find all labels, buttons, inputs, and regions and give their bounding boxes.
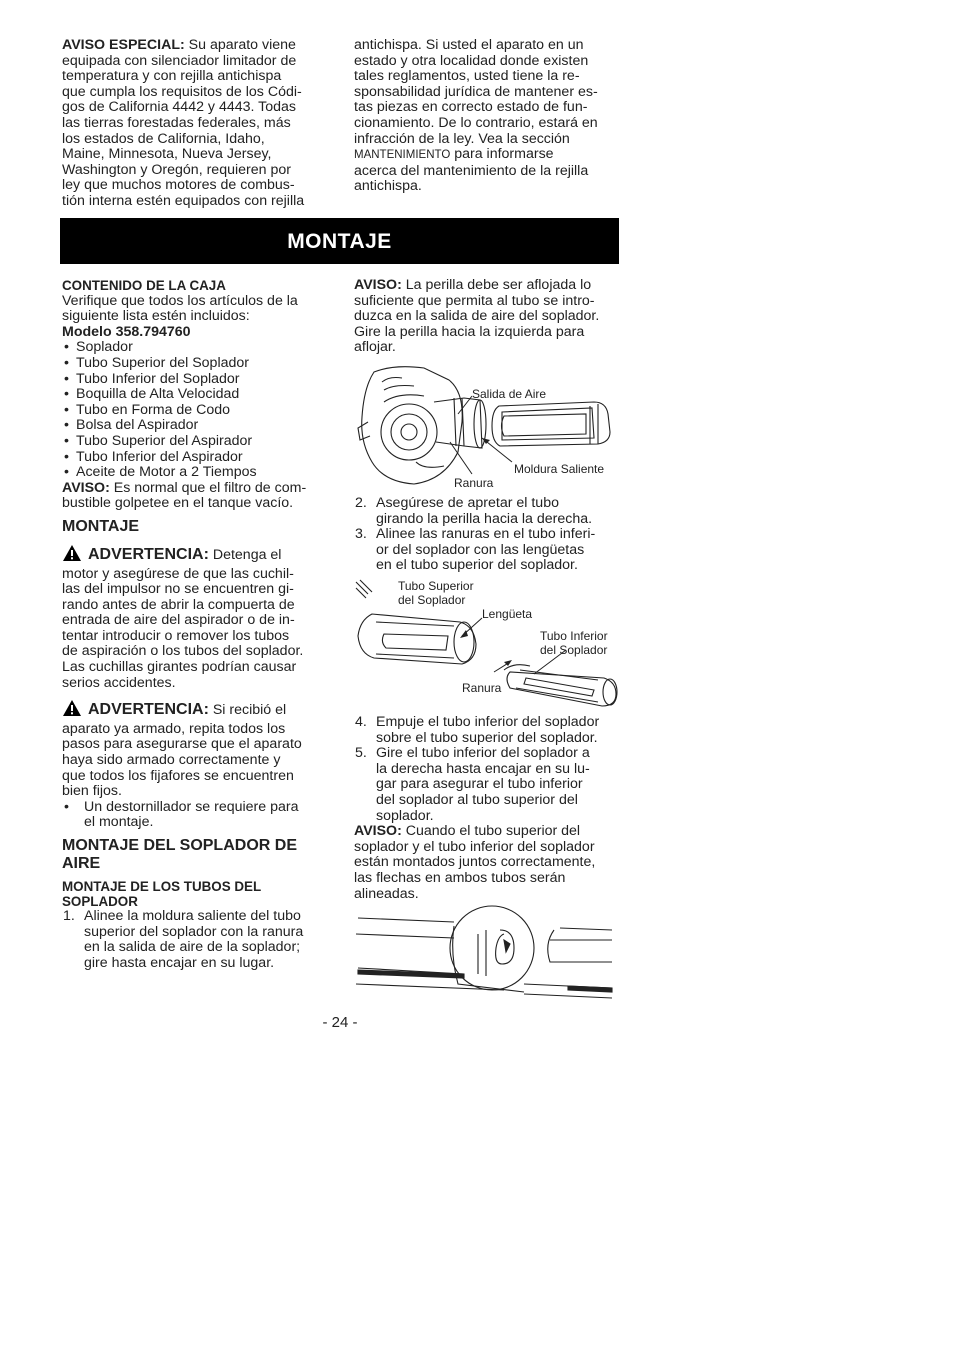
- text-line: estado y otra localidad donde existen: [354, 52, 589, 69]
- notice-label: AVISO:: [62, 479, 110, 496]
- text-line: serios accidentes.: [62, 674, 176, 691]
- blower-outlet-figure: [354, 362, 624, 492]
- list-item: • Boquilla de Alta Velocidad: [62, 387, 334, 403]
- step-number: 2.: [355, 495, 367, 511]
- list-item: • Tubo Superior del Soplador: [62, 356, 334, 372]
- text-line: temperatura y con rejilla antichispa: [62, 68, 282, 85]
- text-line: gar para asegurar el tubo inferior: [376, 776, 583, 793]
- text-line: AIRE: [62, 855, 101, 872]
- text-line: tión interna estén equipados con rejilla: [62, 192, 305, 209]
- list-item: • Tubo Inferior del Soplador: [62, 372, 334, 388]
- text-line: el montaje.: [84, 814, 154, 831]
- text-line: Verifique que todos los artículos de la: [62, 292, 298, 309]
- blower-assembly-heading: [62, 837, 334, 873]
- warning-label: ADVERTENCIA:: [88, 545, 209, 563]
- text-line: La perilla debe ser aflojada lo: [401, 277, 592, 293]
- step-list: [62, 909, 334, 971]
- text-line: infracción de la ley. Vea la sección: [354, 130, 570, 147]
- text-line: antichispa. Si usted el aparato en un: [354, 37, 584, 53]
- list-item: • Bolsa del Aspirador: [62, 418, 334, 434]
- text-line: Alinee la moldura saliente del tubo: [84, 908, 301, 924]
- special-notice-continued: [354, 38, 624, 195]
- list-item: • Aceite de Motor a 2 Tiempos: [62, 465, 334, 481]
- box-contents-heading: CONTENIDO DE LA CAJA: [62, 278, 226, 293]
- arrows-alignment-figure: [354, 904, 624, 1004]
- text-line: ley que muchos motores de combus-: [62, 177, 295, 194]
- warning-label: ADVERTENCIA:: [88, 701, 209, 719]
- text-line: Alinee las ranuras en el tubo inferi-: [376, 526, 596, 543]
- special-notice-label: AVISO ESPECIAL:: [62, 37, 185, 53]
- text-line: SOPLADOR: [62, 894, 138, 909]
- text-line: Su aparato viene: [184, 37, 296, 53]
- text-line: haya sido armado correctamente y: [62, 752, 281, 769]
- text-line: soplador y el tubo inferior del soplador: [354, 838, 595, 855]
- text-line: suficiente que permita al tubo se intro-: [354, 292, 595, 309]
- text-line: tentar introducir o remover los tubos: [62, 627, 290, 644]
- page-number: - 24 -: [322, 1014, 358, 1031]
- text-line: los estados de California, Idaho,: [62, 130, 265, 147]
- section-banner: MONTAJE: [60, 218, 619, 264]
- list-item: • Tubo Superior del Aspirador: [62, 434, 334, 450]
- text-line: Gire la perilla hacia la izquierda para: [354, 323, 585, 340]
- text-line: del soplador al tubo superior del: [376, 791, 578, 808]
- text-line: antichispa.: [354, 178, 422, 195]
- text-line: Empuje el tubo inferior del soplador: [376, 714, 600, 730]
- text-line: Las cuchillas girantes podrían causar: [62, 659, 297, 676]
- text-line: gos de California 4442 y 4443. Todas: [62, 99, 296, 116]
- list-item: • Soplador: [62, 340, 334, 356]
- list-item: • Tubo en Forma de Codo: [62, 403, 334, 419]
- text-line: de aspiración o los tubos del soplador.: [62, 643, 304, 660]
- outlet-label: Salida de Aire: [472, 387, 547, 401]
- list-item: • Tubo Inferior del Aspirador: [62, 450, 334, 466]
- step-4: [354, 715, 624, 746]
- text-line: entrada de aire del aspirador o de in-: [62, 612, 295, 629]
- tool-note: [62, 800, 334, 831]
- text-line: MONTAJE DE LOS TUBOS DEL: [62, 879, 262, 894]
- contents-list: [62, 340, 334, 480]
- text-line: duzca en la salida de aire del soplador.: [354, 308, 600, 325]
- text-line: cionamiento. De lo contrario, estará en: [354, 114, 598, 131]
- text-line: que cumpla los requisitos de los Códi-: [62, 83, 302, 100]
- right-steps-b: [354, 715, 624, 902]
- upper-tube-label-1: Tubo Superior: [398, 579, 474, 593]
- text-line: Maine, Minnesota, Nueva Jersey,: [62, 146, 272, 163]
- text-line: sponsabilidad jurídica de mantener es-: [354, 83, 598, 100]
- text-line: tas piezas en correcto estado de fun-: [354, 99, 588, 116]
- tab-label: Lengüeta: [482, 607, 533, 621]
- text-line: en la salida de aire de la soplador;: [84, 939, 301, 956]
- text-line: Asegúrese de apretar el tubo: [376, 495, 559, 511]
- text-line: Si recibió el: [208, 702, 287, 719]
- step-1: [62, 909, 334, 971]
- section-reference: MANTENIMIENTO: [354, 149, 451, 162]
- text-line: para informarse: [450, 146, 554, 163]
- text-line: que todos los fijafores se encuentren: [62, 767, 294, 784]
- text-line: aparato ya armado, repita todos los: [62, 720, 286, 737]
- warning-icon: [62, 544, 82, 567]
- upper-tube-label-2: del Soplador: [398, 593, 466, 607]
- text-line: or del soplador con las lengüetas: [376, 541, 585, 558]
- left-column: [62, 278, 334, 971]
- tubes-assembly-heading: [62, 879, 334, 909]
- text-line: equipada con silenciador limitador de: [62, 52, 297, 69]
- tube-alignment-figure: [354, 578, 624, 713]
- step-number: 3.: [355, 526, 367, 543]
- step-list: [354, 496, 624, 574]
- notice-label: AVISO:: [354, 277, 402, 293]
- text-line: Detenga el: [208, 546, 282, 563]
- text-line: la derecha hasta encajar en su lu-: [376, 760, 590, 777]
- special-notice: [62, 38, 332, 210]
- lower-tube-label-2: del Soplador: [540, 643, 608, 657]
- text-line: están montados juntos correctamente,: [354, 854, 596, 871]
- slot-label: Ranura: [454, 476, 494, 490]
- text-line: Cuando el tubo superior del: [401, 823, 581, 840]
- text-line: bien fijos.: [62, 783, 122, 800]
- text-line: aflojar.: [354, 339, 396, 356]
- step-number: 5.: [355, 745, 367, 762]
- step-5: [354, 746, 624, 824]
- text-line: las tierras forestadas federales, más: [62, 114, 291, 131]
- text-line: Gire el tubo inferior del soplador a: [376, 745, 590, 762]
- assembly-heading: MONTAJE: [62, 517, 140, 535]
- text-line: pasos para asegurarse que el aparato: [62, 736, 302, 753]
- notice-label: AVISO:: [354, 823, 402, 840]
- text-line: bustible golpetee en el tanque vacío.: [62, 495, 294, 512]
- text-line: Es normal que el filtro de com-: [109, 479, 307, 496]
- step-list: [354, 715, 624, 824]
- text-line: rando antes de abrir la compuerta de: [62, 596, 295, 613]
- text-line: superior del soplador con la ranura: [84, 923, 304, 940]
- text-line: motor y asegúrese de que las cuchil-: [62, 565, 294, 582]
- text-line: siguiente lista estén incluidos:: [62, 308, 250, 325]
- text-line: sobre el tubo superior del soplador.: [376, 729, 598, 746]
- right-steps-a: [354, 496, 624, 574]
- step-2: [354, 496, 624, 527]
- text-line: tales reglamentos, usted tiene la re-: [354, 68, 580, 85]
- text-line: girando la perilla hacia la derecha.: [376, 510, 593, 527]
- text-line: gire hasta encajar en su lugar.: [84, 954, 275, 971]
- text-line: alineadas.: [354, 885, 419, 902]
- rib-label: Moldura Saliente: [514, 462, 605, 476]
- text-line: MONTAJE DEL SOPLADOR DE: [62, 837, 297, 854]
- right-notice-1: [354, 278, 624, 356]
- lower-tube-label-1: Tubo Inferior: [540, 629, 608, 643]
- step-number: 1.: [63, 908, 75, 924]
- step-3: [354, 527, 624, 574]
- step-number: 4.: [355, 714, 367, 730]
- text-line: en el tubo superior del soplador.: [376, 557, 578, 574]
- slot-label: Ranura: [462, 681, 502, 695]
- text-line: acerca del mantenimiento de la rejilla: [354, 162, 589, 179]
- text-line: las del impulsor no se encuentren gi-: [62, 581, 294, 598]
- text-line: Washington y Oregón, requieren por: [62, 161, 291, 178]
- warning-icon: [62, 699, 82, 722]
- text-line: Un destornillador se requiere para: [84, 798, 299, 815]
- model-number: Modelo 358.794760: [62, 323, 191, 340]
- text-line: soplador.: [376, 807, 434, 824]
- text-line: las flechas en ambos tubos serán: [354, 869, 566, 886]
